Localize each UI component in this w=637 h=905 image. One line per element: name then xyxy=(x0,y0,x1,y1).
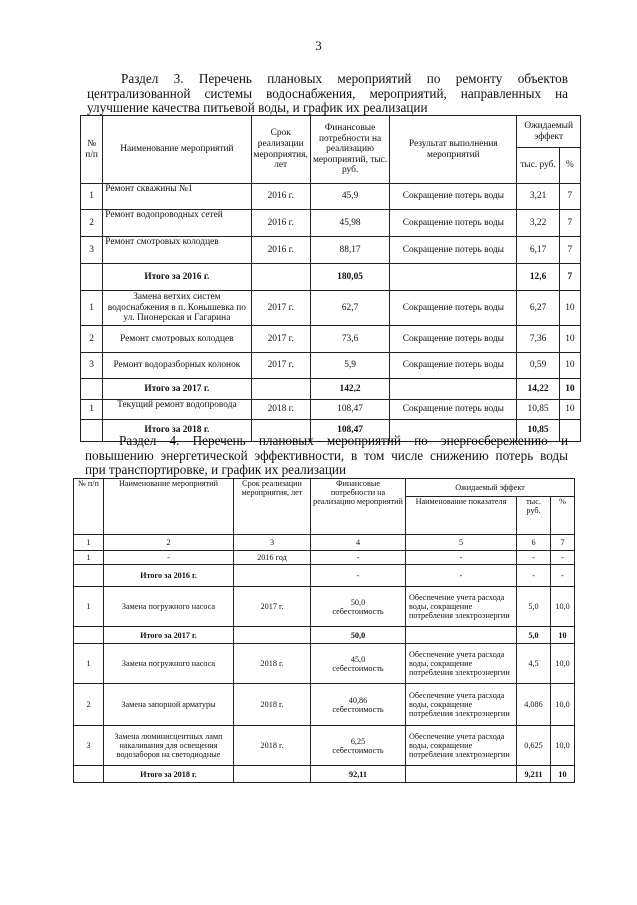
cell-finance: - xyxy=(311,565,406,587)
cell-pct: 10 xyxy=(559,326,580,353)
cell-rub: 10,85 xyxy=(517,420,559,442)
table-row xyxy=(81,353,581,379)
header-finance: Финансовые потребности на реализацию мероприятий xyxy=(311,479,406,535)
finance-value: 45,0 xyxy=(350,654,366,664)
header-num: № п/п xyxy=(74,479,104,535)
cell-name: Ремонт смотровых колодцев xyxy=(103,326,251,353)
indicator-text: Обеспечение учета расхода воды, сокращение потребления электроэнергии xyxy=(409,691,510,718)
cell-name: Замена люминисцентных ламп накаливания для освещения водозаборов на светодиодные xyxy=(104,726,234,766)
cell-indicator xyxy=(406,684,517,726)
cell-name: Замена погружного насоса xyxy=(104,644,234,684)
total-row xyxy=(74,766,575,783)
cell-num: 3 xyxy=(81,353,103,379)
section-4-table xyxy=(73,478,575,783)
table-row xyxy=(81,291,581,326)
section-4-title-line: повышению энергетической эффективности, в том числе снижению потерь воды xyxy=(85,447,568,463)
cell-pct: 10,0 xyxy=(551,587,575,627)
cell-rub: 5,0 xyxy=(517,587,551,627)
cell-name: Ремонт водопроводных сетей xyxy=(103,210,251,237)
cell-total-label: Итого за 2016 г. xyxy=(104,565,234,587)
cell-finance: 73,6 xyxy=(310,326,389,353)
cell-num: 2 xyxy=(74,684,104,726)
cell-name: Ремонт водоразборных колонок xyxy=(103,353,251,379)
cell-name: Замена погружного насоса xyxy=(104,587,234,627)
cell-term: 2018 г. xyxy=(234,726,311,766)
cell-term: 2017 г. xyxy=(251,291,310,326)
cell-indicator: - xyxy=(406,551,517,565)
cell-rub: 14,22 xyxy=(517,379,559,400)
header-effect: Ожидаемый эффект xyxy=(517,116,581,148)
cell-pct: 10,0 xyxy=(551,726,575,766)
cell-indicator: - xyxy=(406,565,517,587)
cell-pct: 10,0 xyxy=(551,684,575,726)
section-3-title xyxy=(87,72,568,116)
cell-rub: - xyxy=(517,551,551,565)
cell-rub: 6,17 xyxy=(517,237,559,264)
cell-rub: 3,21 xyxy=(517,184,559,210)
cell-num xyxy=(81,264,103,291)
cell-rub: 9,211 xyxy=(517,766,551,783)
cell-term xyxy=(251,264,310,291)
cell-finance xyxy=(311,726,406,766)
cell-rub: 0,625 xyxy=(517,726,551,766)
cell-result: Сокращение потерь воды xyxy=(390,291,517,326)
cell-pct: 10 xyxy=(559,353,580,379)
total-row xyxy=(81,379,581,400)
cell-num xyxy=(81,379,103,400)
cell-num: 1 xyxy=(81,400,103,420)
col-number: 2 xyxy=(104,535,234,551)
cell-term: 2018 г. xyxy=(251,400,310,420)
finance-value: 40,86 xyxy=(348,695,368,705)
cell-term: 2016 г. xyxy=(251,237,310,264)
header-name: Наименование мероприятий xyxy=(103,116,251,184)
cell-rub: 6,27 xyxy=(517,291,559,326)
cell-pct: 10 xyxy=(551,766,575,783)
cell-result xyxy=(390,264,517,291)
cell-finance: 92,11 xyxy=(311,766,406,783)
cell-finance: 142,2 xyxy=(310,379,389,400)
cell-num xyxy=(74,627,104,644)
cell-num: 1 xyxy=(74,644,104,684)
table-row xyxy=(81,400,581,420)
cell-total-label: Итого за 2017 г. xyxy=(103,379,251,400)
header-effect: Ожидаемый эффект xyxy=(406,479,575,497)
cell-name: Ремонт смотровых колодцев xyxy=(103,237,251,264)
header-pct: % xyxy=(551,497,575,535)
table-row xyxy=(81,237,581,264)
section-4-title xyxy=(85,434,568,478)
indicator-text: Обеспечение учета расхода воды, сокращение потребления электроэнергии xyxy=(409,650,510,677)
table-row xyxy=(81,326,581,353)
cell-rub: - xyxy=(517,565,551,587)
cell-finance: 45,98 xyxy=(310,210,389,237)
cell-pct: 7 xyxy=(559,237,580,264)
col-number: 1 xyxy=(74,535,104,551)
cell-rub: 7,36 xyxy=(517,326,559,353)
cell-result: Сокращение потерь воды xyxy=(390,326,517,353)
page-number: 3 xyxy=(315,38,322,53)
indicator-text: Обеспечение учета расхода воды, сокращение потребления электроэнергии xyxy=(409,732,510,759)
cell-term: 2016 г. xyxy=(251,210,310,237)
header-name: Наименование мероприятий xyxy=(104,479,234,535)
cell-num: 3 xyxy=(81,237,103,264)
total-row xyxy=(74,565,575,587)
cell-pct: - xyxy=(551,565,575,587)
cell-term xyxy=(234,565,311,587)
cell-rub: 12,6 xyxy=(517,264,559,291)
finance-note: себестоимость xyxy=(332,606,384,616)
cell-pct: 7 xyxy=(559,264,580,291)
cell-result: Сокращение потерь воды xyxy=(390,400,517,420)
cell-name: Ремонт скважины №1 xyxy=(103,184,251,210)
col-number: 5 xyxy=(406,535,517,551)
cell-pct: - xyxy=(551,551,575,565)
cell-rub: 4,5 xyxy=(517,644,551,684)
table-row xyxy=(74,726,575,766)
cell-finance xyxy=(311,684,406,726)
header-term: Срок реализации мероприятия, лет xyxy=(234,479,311,535)
table-row xyxy=(74,684,575,726)
cell-name: Замена запорной арматуры xyxy=(104,684,234,726)
cell-term: 2016 год xyxy=(234,551,311,565)
cell-name: Текущий ремонт водопровода xyxy=(103,400,251,420)
table-row xyxy=(74,587,575,627)
header-rub: тыс. руб. xyxy=(517,148,559,184)
cell-rub: 3,22 xyxy=(517,210,559,237)
cell-rub: 0,59 xyxy=(517,353,559,379)
cell-term: 2018 г. xyxy=(234,644,311,684)
col-number: 6 xyxy=(517,535,551,551)
header-indicator: Наименование показателя xyxy=(406,497,517,535)
cell-result: Сокращение потерь воды xyxy=(390,237,517,264)
header-num: № п/п xyxy=(81,116,103,184)
cell-indicator xyxy=(406,587,517,627)
cell-indicator xyxy=(406,627,517,644)
cell-pct: 7 xyxy=(559,210,580,237)
header-pct: % xyxy=(559,148,580,184)
cell-term xyxy=(251,379,310,400)
cell-finance: 45,9 xyxy=(310,184,389,210)
cell-num xyxy=(74,766,104,783)
section-3-title-line: централизованной системы водоснабжения, мероприятий, направленных на xyxy=(87,85,568,101)
cell-pct: 10 xyxy=(551,627,575,644)
cell-finance xyxy=(311,587,406,627)
table-row xyxy=(81,184,581,210)
cell-pct: 7 xyxy=(559,184,580,210)
cell-term: 2017 г. xyxy=(234,587,311,627)
table-row xyxy=(74,644,575,684)
cell-result: Сокращение потерь воды xyxy=(390,353,517,379)
cell-result: Сокращение потерь воды xyxy=(390,210,517,237)
cell-num: 1 xyxy=(74,551,104,565)
cell-num xyxy=(74,565,104,587)
column-numbers-row xyxy=(74,535,575,551)
header-result: Результат выполнения мероприятий xyxy=(390,116,517,184)
cell-term: 2018 г. xyxy=(234,684,311,726)
finance-note: себестоимость xyxy=(332,663,384,673)
finance-value: 50,0 xyxy=(350,597,366,607)
cell-num: 1 xyxy=(81,291,103,326)
cell-num: 1 xyxy=(81,184,103,210)
header-rub: тыс. руб. xyxy=(517,497,551,535)
cell-finance: 5,9 xyxy=(310,353,389,379)
cell-result: Сокращение потерь воды xyxy=(390,184,517,210)
finance-note: себестоимость xyxy=(332,745,384,755)
cell-finance: 88,17 xyxy=(310,237,389,264)
cell-indicator xyxy=(406,644,517,684)
finance-value: 6,25 xyxy=(350,736,366,746)
cell-rub: 5,0 xyxy=(517,627,551,644)
cell-rub: 4,086 xyxy=(517,684,551,726)
cell-num: 3 xyxy=(74,726,104,766)
cell-term: 2017 г. xyxy=(251,353,310,379)
section-4-title-line: Раздел 4. Перечень плановых мероприятий по энергосбережению и xyxy=(119,433,568,448)
total-row xyxy=(74,627,575,644)
section-3-title-line: улучшение качества питьевой воды, и график их реализации xyxy=(87,100,428,115)
section-4-title-line: при транспортировке, и график их реализации xyxy=(85,462,347,477)
cell-finance: 108,47 xyxy=(310,420,389,442)
cell-term: 2016 г. xyxy=(251,184,310,210)
cell-name: Замена ветхих систем водоснабжения в п. Конышевка по ул. Пионерская и Гагарина xyxy=(103,291,251,326)
table-row xyxy=(74,551,575,565)
col-number: 3 xyxy=(234,535,311,551)
cell-finance: 180,05 xyxy=(310,264,389,291)
cell-result xyxy=(390,379,517,400)
cell-term xyxy=(234,766,311,783)
cell-total-label: Итого за 2016 г. xyxy=(103,264,251,291)
finance-note: себестоимость xyxy=(332,704,384,714)
total-row xyxy=(81,264,581,291)
indicator-text: Обеспечение учета расхода воды, сокращение потребления электроэнергии xyxy=(409,593,510,620)
cell-total-label: Итого за 2018 г. xyxy=(104,766,234,783)
cell-num: 1 xyxy=(74,587,104,627)
cell-num: 2 xyxy=(81,326,103,353)
cell-finance xyxy=(311,644,406,684)
cell-finance: - xyxy=(311,551,406,565)
cell-rub: 10,85 xyxy=(517,400,559,420)
cell-indicator xyxy=(406,766,517,783)
cell-total-label: Итого за 2018 г. xyxy=(103,420,251,442)
cell-indicator xyxy=(406,726,517,766)
cell-pct: 10 xyxy=(559,379,580,400)
cell-pct: 10 xyxy=(559,400,580,420)
cell-name: - xyxy=(104,551,234,565)
header-finance: Финансовые потребности на реализацию мероприятий, тыс. руб. xyxy=(310,116,389,184)
cell-finance: 108,47 xyxy=(310,400,389,420)
cell-term xyxy=(234,627,311,644)
cell-total-label: Итого за 2017 г. xyxy=(104,627,234,644)
header-term: Срок реализации мероприятия, лет xyxy=(251,116,310,184)
cell-finance: 62,7 xyxy=(310,291,389,326)
cell-term: 2017 г. xyxy=(251,326,310,353)
col-number: 7 xyxy=(551,535,575,551)
section-3-title-line: Раздел 3. Перечень плановых мероприятий по ремонту объектов xyxy=(121,71,568,86)
section-3-table xyxy=(80,115,581,442)
col-number: 4 xyxy=(311,535,406,551)
table-row xyxy=(81,210,581,237)
cell-num: 2 xyxy=(81,210,103,237)
cell-pct: 10,0 xyxy=(551,644,575,684)
cell-pct: 10 xyxy=(559,291,580,326)
cell-finance: 50,0 xyxy=(311,627,406,644)
